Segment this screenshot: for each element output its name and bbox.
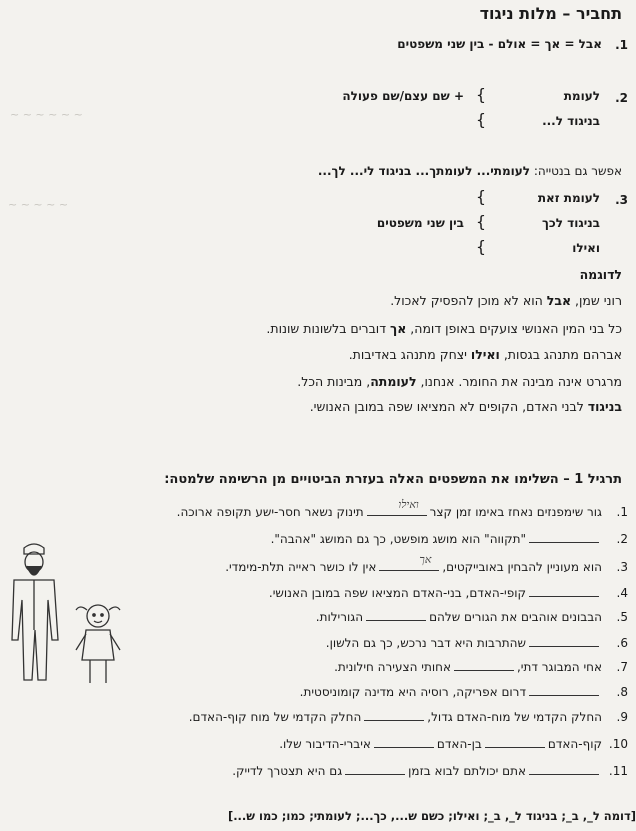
example-sentence: [390, 293, 622, 308]
answer-blank[interactable]: [529, 773, 599, 775]
exercise-text: הוא מעוניין להבחין באובייקטים,: [442, 560, 602, 574]
contrast-word: אבל: [546, 293, 572, 308]
bleed-through-text: ~ ~ ~ ~ ~: [8, 198, 69, 211]
exercise-text: הבבונים אוהבים את הגורים שלהם: [429, 610, 602, 624]
answer-blank[interactable]: [345, 773, 405, 775]
item1-text: אבל = אך = אולם - בין שני משפטים: [397, 37, 602, 51]
answer-blank[interactable]: [366, 619, 426, 621]
example-text: כל בני המין האנושי צועקים באופן דומה,: [406, 321, 622, 336]
brace: }: [475, 85, 486, 104]
exercise-sentence: [269, 586, 602, 600]
contrast-word: בניגוד: [587, 399, 622, 414]
expressions-list: [דומה ל_, ב_; בניגוד ל_, ב_; ואילו; כשם ש..., כך...; לעומתי; כמו; כמו ש...]: [227, 809, 636, 823]
exercise-text: אחותי הצעירה חילונית.: [334, 660, 451, 674]
handwritten-answer: ואילו: [398, 498, 419, 511]
answer-blank[interactable]: [529, 694, 599, 696]
example-text: הוא לא מוכן להפסיק לאכול.: [390, 293, 547, 308]
answer-blank[interactable]: [379, 553, 439, 571]
exercise-text: קופי-האדם, בני-האדם המציאו שפה במובן האנושי.: [268, 586, 526, 600]
exercise-sentence: [232, 764, 602, 778]
exercise-number: 6.: [616, 636, 628, 650]
answer-blank[interactable]: [367, 498, 427, 516]
answer-blank[interactable]: [529, 541, 599, 543]
exercise-sentence: [225, 553, 602, 574]
exercise-text: גור שימפנזים נאחז באימו זמן קצר: [429, 505, 602, 519]
exercise-text: שהתרבות היא דבר נרכש, כך גם הלשון.: [325, 636, 526, 650]
inflection-line: [318, 164, 622, 178]
exercise-text: "תקווה" הוא מושג מופשט, כך גם המושג "אהבה".: [270, 532, 526, 546]
example-text: דוברים בלשונות שונות.: [266, 321, 390, 336]
exercise-text: תינוק נשאר חסר-ישע תקופה ארוכה.: [176, 505, 364, 519]
example-text: , מבינות הכל.: [297, 374, 371, 389]
item3-row2: בניגוד לכך: [542, 216, 600, 230]
exercise-sentence: [176, 498, 602, 519]
inflection-forms: לעומתי... לעומתך... בניגוד לי... לך...: [317, 164, 531, 178]
answer-blank[interactable]: [529, 645, 599, 647]
exercise-sentence: [334, 660, 602, 674]
brace: }: [475, 187, 486, 206]
item-number: 2.: [615, 91, 628, 105]
man-drawing: [0, 540, 70, 690]
exercise-text: אין לו כושר ראייה תלת-מימדי.: [225, 560, 377, 574]
exercise-text: גם היא תצטרך לדייק.: [232, 764, 343, 778]
answer-blank[interactable]: [364, 719, 424, 721]
item-number: 1.: [615, 38, 628, 52]
example-text: לבני האדם, הקופים לא המציאו שפה במובן האנושי.: [309, 399, 588, 414]
example-text: רוני שמן,: [571, 293, 622, 308]
exercise-heading: תרגיל 1 – השלימו את המשפטים האלה בעזרת הביטויים מן הרשימה שלמטה:: [164, 472, 622, 487]
bleed-through-text: ~ ~ ~ ~ ~ ~: [10, 108, 83, 121]
exercise-text: קוף-האדם: [547, 737, 602, 751]
answer-blank[interactable]: [529, 595, 599, 597]
exercise-sentence: [326, 636, 602, 650]
example-text: מרגרט אינה מבינה את החומר. אנחנו,: [416, 374, 622, 389]
exercise-text: הגורילות.: [315, 610, 364, 624]
item3-row3: ואילו: [572, 241, 600, 255]
exercise-text: אתם יכולתם לבוא בזמן: [408, 764, 526, 778]
exercise-number: 11.: [608, 764, 628, 778]
exercise-number: 2.: [616, 532, 628, 546]
item3-row2-rest: בין שני משפטים: [376, 216, 464, 230]
exercise-number: 7.: [616, 660, 628, 674]
item-number: 3.: [615, 193, 628, 207]
brace: }: [475, 212, 486, 231]
exercise-text: דרום אפריקה, רוסיה היא מדינה קומוניסטית.: [299, 685, 526, 699]
exercise-number: 5.: [616, 610, 628, 624]
exercise-number: 1.: [616, 505, 628, 519]
exercise-number: 4.: [616, 586, 628, 600]
inflection-lead: אפשר גם בנטייה:: [533, 164, 622, 178]
exercise-text: אחי המבוגר דתי,: [516, 660, 602, 674]
exercise-sentence: [271, 532, 602, 546]
exercise-number: 8.: [616, 685, 628, 699]
exercise-sentence: [300, 685, 602, 699]
item2-word-leumat: לעומת: [563, 89, 600, 103]
brace: }: [475, 237, 486, 256]
example-sentence: [349, 347, 622, 362]
example-sentence: [297, 374, 622, 389]
exercise-text: החלק הקדמי של מוח קוף-האדם.: [188, 710, 362, 724]
exercise-text: החלק הקדמי של מוח-האדם גדול,: [427, 710, 602, 724]
exercise-text: בן-האדם: [436, 737, 482, 751]
exercise-sentence: [189, 710, 602, 724]
example-heading: לדוגמה: [579, 267, 622, 282]
example-sentence: [310, 399, 622, 414]
example-sentence: [266, 321, 622, 336]
example-text: יצחק מתנהג באדיבות.: [348, 347, 471, 362]
girl-drawing: [68, 598, 128, 693]
handwritten-answer: אך: [419, 553, 432, 566]
exercise-number: 10.: [608, 737, 628, 751]
brace: }: [475, 110, 486, 129]
exercise-sentence: [279, 737, 602, 751]
exercise-sentence: [316, 610, 602, 624]
answer-blank[interactable]: [374, 746, 434, 748]
item2-word-beniguid: בניגוד ל...: [542, 114, 600, 128]
example-text: אברהם מתנהג בגסות,: [499, 347, 622, 362]
contrast-word: ואילו: [470, 347, 500, 362]
contrast-word: לעומתה: [370, 374, 417, 389]
item2-rest: + שם עצם/שם פעולה: [342, 89, 464, 103]
page-title: תחביר – מלות ניגוד: [479, 4, 622, 23]
exercise-text: איברי-הדיבור שלו.: [279, 737, 371, 751]
answer-blank[interactable]: [454, 669, 514, 671]
contrast-word: אך: [390, 321, 407, 336]
exercise-number: 9.: [616, 710, 628, 724]
item3-row1: לעומת זאת: [537, 191, 600, 205]
exercise-number: 3.: [616, 560, 628, 574]
answer-blank[interactable]: [485, 746, 545, 748]
